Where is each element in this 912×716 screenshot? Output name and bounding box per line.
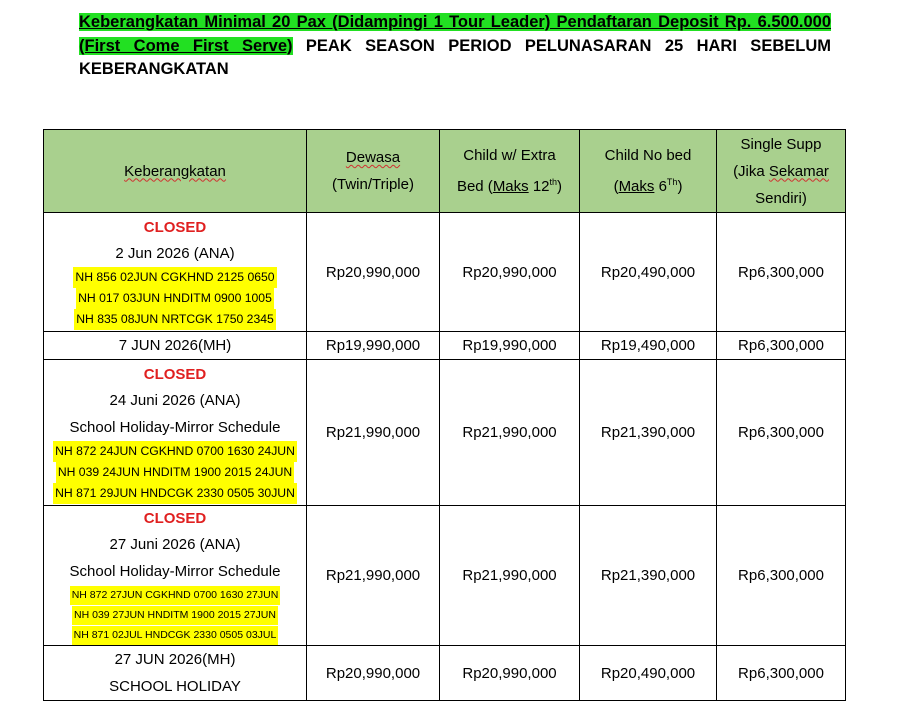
departure-date: 7 JUN 2026(MH)	[118, 337, 232, 354]
departure-cell	[44, 213, 307, 332]
price-child-bed: Rp21,990,000	[440, 360, 580, 506]
flight-line: NH 835 08JUN NRTCGK 1750 2345	[74, 309, 276, 330]
schedule-note: School Holiday-Mirror Schedule	[69, 563, 281, 580]
table-row	[44, 506, 846, 646]
flight-line: NH 871 29JUN HNDCGK 2330 0505 30JUN	[53, 483, 297, 504]
table-row	[44, 213, 846, 332]
departure-cell	[44, 506, 307, 646]
col-header-single-supp: Single Supp (Jika Sekamar Sendiri)	[717, 130, 846, 213]
price-child-nobed: Rp19,490,000	[580, 332, 717, 360]
price-child-bed: Rp21,990,000	[440, 506, 580, 646]
header-highlighted-text: Keberangkatan Minimal 20 Pax (Didampingi 1 Tour Leader) Pendaftaran Deposit Rp. 6.500.000 (First Come First Serve)	[79, 13, 831, 55]
departure-cell	[44, 360, 307, 506]
price-child-nobed: Rp21,390,000	[580, 360, 717, 506]
flight-line: NH 017 03JUN HNDITM 0900 1005	[76, 288, 274, 309]
status-closed: CLOSED	[143, 218, 207, 236]
header-notice	[79, 11, 831, 82]
schedule-note: SCHOOL HOLIDAY	[109, 678, 241, 695]
price-child-nobed: Rp20,490,000	[580, 213, 717, 332]
departure-cell	[44, 332, 307, 360]
table-row	[44, 646, 846, 701]
departure-date: 27 Juni 2026 (ANA)	[109, 536, 241, 553]
price-child-bed: Rp19,990,000	[440, 332, 580, 360]
departure-date: 24 Juni 2026 (ANA)	[109, 391, 241, 409]
flight-line: NH 856 02JUN CGKHND 2125 0650	[73, 267, 276, 288]
price-adult: Rp21,990,000	[307, 360, 440, 506]
price-table	[43, 129, 846, 701]
price-child-nobed: Rp21,390,000	[580, 506, 717, 646]
table-header-row	[44, 130, 846, 213]
status-closed: CLOSED	[143, 510, 207, 527]
departure-cell	[44, 646, 307, 701]
table-row	[44, 332, 846, 360]
col-header-child-no-bed: Child No bed (Maks 6Th)	[580, 130, 717, 213]
price-child-bed: Rp20,990,000	[440, 213, 580, 332]
price-adult: Rp20,990,000	[307, 213, 440, 332]
price-single: Rp6,300,000	[717, 506, 846, 646]
price-single: Rp6,300,000	[717, 360, 846, 506]
col-header-child-extra-bed: Child w/ Extra Bed (Maks 12th)	[440, 130, 580, 213]
col-header-departure: Keberangkatan	[44, 130, 307, 213]
price-child-bed: Rp20,990,000	[440, 646, 580, 701]
price-single: Rp6,300,000	[717, 332, 846, 360]
departure-date: 2 Jun 2026 (ANA)	[115, 244, 235, 262]
status-closed: CLOSED	[143, 365, 207, 383]
flight-line: NH 872 27JUN CGKHND 0700 1630 27JUN	[70, 586, 281, 605]
price-adult: Rp21,990,000	[307, 506, 440, 646]
col-header-adult: Dewasa (Twin/Triple)	[307, 130, 440, 213]
price-single: Rp6,300,000	[717, 646, 846, 701]
price-single: Rp6,300,000	[717, 213, 846, 332]
schedule-note: School Holiday-Mirror Schedule	[69, 418, 281, 436]
price-child-nobed: Rp20,490,000	[580, 646, 717, 701]
flight-line: NH 872 24JUN CGKHND 0700 1630 24JUN	[53, 441, 297, 462]
flight-line: NH 039 27JUN HNDITM 1900 2015 27JUN	[72, 606, 278, 625]
flight-line: NH 039 24JUN HNDITM 1900 2015 24JUN	[56, 462, 294, 483]
flight-line: NH 871 02JUL HNDCGK 2330 0505 03JUL	[72, 626, 279, 645]
table-row	[44, 360, 846, 506]
price-adult: Rp19,990,000	[307, 332, 440, 360]
header-rest-text: PEAK SEASON PERIOD PELUNASARAN 25 HARI SEBELUM KEBERANGKATAN	[79, 36, 831, 78]
price-adult: Rp20,990,000	[307, 646, 440, 701]
departure-date: 27 JUN 2026(MH)	[114, 651, 236, 668]
